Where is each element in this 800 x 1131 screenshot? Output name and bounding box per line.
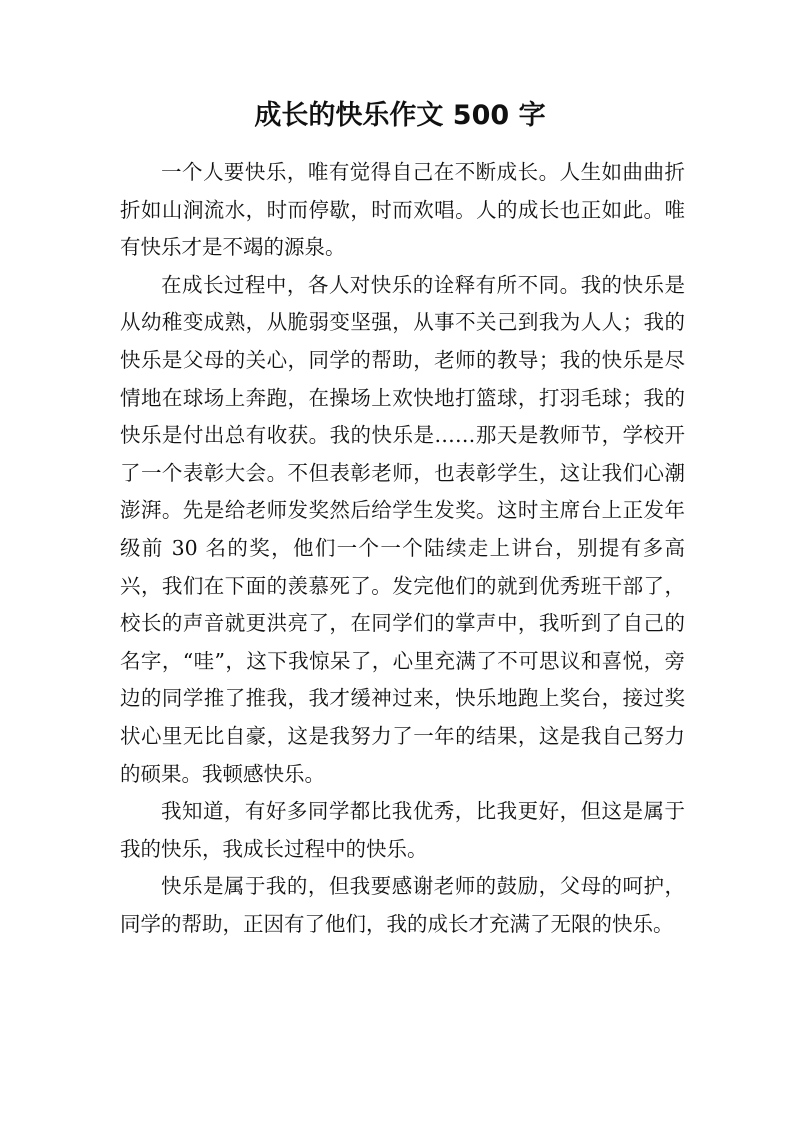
paragraph-4: 快乐是属于我的，但我要感谢老师的鼓励，父母的呵护，同学的帮助，正因有了他们，我的成长才充满了无限的快乐。: [120, 874, 685, 936]
essay-body: [120, 154, 685, 943]
paragraph-3: 我知道，有好多同学都比我优秀，比我更好，但这是属于我的快乐，我成长过程中的快乐。: [120, 799, 685, 861]
paragraph-2: 在成长过程中，各人对快乐的诠释有所不同。我的快乐是从幼稚变成熟，从脆弱变坚强，从事不关己到我为人人；我的快乐是父母的关心，同学的帮助，老师的教导；我的快乐是尽情地在球场上奔跑，在操场上欢快地打篮球，打羽毛球；我的快乐是付出总有收获。我的快乐是……那天是教师节，学校开了一个表彰大会。不但表彰老师，也表彰学生，这让我们心潮澎湃。先是给老师发奖然后给学生发奖。这时主席台上正发年级前 30 名的奖，他们一个一个陆续走上讲台，别提有多高兴，我们在下面的羡慕死了。发完他们的就到优秀班干部了，校长的声音就更洪亮了，在同学们的掌声中，我听到了自己的名字，“哇”，这下我惊呆了，心里充满了不可思议和喜悦，旁边的同学推了推我，我才缓神过来，快乐地跑上奖台，接过奖状心里无比自豪，这是我努力了一年的结果，这是我自己努力的硕果。我顿感快乐。: [120, 272, 685, 786]
document-title: 成长的快乐作文 500 字: [254, 100, 546, 131]
paragraph-1: 一个人要快乐，唯有觉得自己在不断成长。人生如曲曲折折如山涧流水，时而停歇，时而欢唱。人的成长也正如此。唯有快乐才是不竭的源泉。: [120, 160, 685, 260]
